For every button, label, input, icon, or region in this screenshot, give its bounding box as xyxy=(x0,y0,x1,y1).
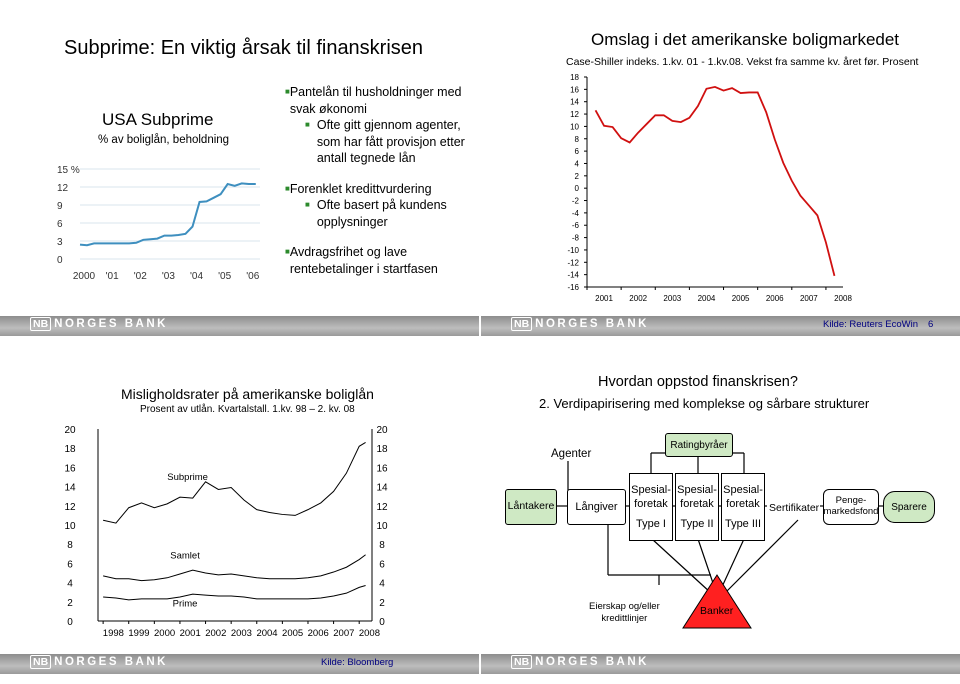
slide-delinquency-rates xyxy=(0,345,479,684)
y-tick-label-left: 12 xyxy=(64,501,76,513)
bullet-pantelan-sub xyxy=(305,117,470,167)
slide3-title: Misligholdsrater på amerikanske boliglån xyxy=(121,386,374,402)
y-tick-label: 4 xyxy=(574,159,579,169)
x-tick-label: 2006 xyxy=(765,294,784,303)
y-tick-label: 3 xyxy=(57,237,63,248)
x-tick-label: '02 xyxy=(133,271,147,282)
bullet-pantelan xyxy=(285,84,470,117)
logo-mark: NB xyxy=(30,317,51,331)
x-tick-label: 2000 xyxy=(154,628,176,639)
slide2-subtitle: Case-Shiller indeks. 1.kv. 01 - 1.kv.08. Vekst fra samme kv. året før. Prosent xyxy=(566,56,919,68)
logo-text: NORGES BANK xyxy=(54,318,168,330)
x-tick-label: 2008 xyxy=(358,628,381,639)
x-tick-label: '06 xyxy=(246,271,260,282)
footer-bar xyxy=(481,654,960,674)
y-tick-label: 0 xyxy=(574,184,579,194)
bullet-pantelan-text: Pantelån til husholdninger med svak økonomi xyxy=(289,85,462,116)
bullet-pantelan-sub-text: Ofte gitt gjennom agenter, som har fått provisjon etter antall tegnede lån xyxy=(316,118,465,165)
norges-bank-logo xyxy=(511,318,649,330)
logo-text: NORGES BANK xyxy=(54,656,168,668)
case-shiller-line xyxy=(596,87,835,276)
langiver-label: Långiver xyxy=(575,500,618,513)
x-tick-label: 2001 xyxy=(179,628,201,639)
source-label: Kilde: Reuters EcoWin xyxy=(823,319,919,330)
banker-label: Banker xyxy=(700,605,734,617)
bullet-square-icon: ■ xyxy=(305,120,310,129)
y-tick-label-left: 2 xyxy=(67,597,73,609)
x-tick-label: 2003 xyxy=(230,628,252,639)
spes2-type: Type II xyxy=(680,518,714,531)
langiver-box xyxy=(567,489,626,525)
y-tick-label-left: 18 xyxy=(64,444,76,456)
bullet-kredittvurdering-sub xyxy=(305,197,470,230)
source-label: Kilde: Bloomberg xyxy=(321,657,394,668)
spes1-line2: foretak xyxy=(634,497,668,510)
banker-triangle xyxy=(683,575,751,628)
y-tick-label-left: 6 xyxy=(67,559,73,571)
x-tick-label: 2005 xyxy=(282,628,304,639)
x-tick-label: 2005 xyxy=(731,294,750,303)
y-tick-label-right: 4 xyxy=(379,578,385,590)
y-tick-label-left: 10 xyxy=(64,521,76,532)
logo-mark: NB xyxy=(30,655,51,669)
x-tick-label: 2004 xyxy=(256,628,278,639)
spes3-line2: foretak xyxy=(726,497,760,510)
logo-mark: NB xyxy=(511,655,532,669)
spes1-type: Type I xyxy=(636,518,666,531)
slide1-chart-title: USA Subprime xyxy=(102,110,214,129)
x-tick-label: 2003 xyxy=(663,294,682,303)
y-tick-label-right: 8 xyxy=(379,540,385,552)
y-tick-label: 6 xyxy=(574,147,579,157)
slide4-subtitle: 2. Verdipapirisering med komplekse og sårbare strukturer xyxy=(539,396,870,411)
subprime-share-line xyxy=(80,183,256,245)
sparere-label: Sparere xyxy=(891,501,927,513)
y-tick-label-right: 0 xyxy=(379,617,385,628)
penge-line2: markedsfond xyxy=(823,506,879,517)
y-tick-label-right: 18 xyxy=(376,444,388,456)
y-tick-label: -2 xyxy=(571,196,579,206)
y-tick-label: 0 xyxy=(57,255,63,266)
x-tick-label: 2007 xyxy=(799,294,818,303)
y-tick-label: 10 xyxy=(570,122,579,132)
x-tick-label: 1998 xyxy=(102,628,124,639)
page-number: 6 xyxy=(928,319,934,330)
y-tick-label-right: 2 xyxy=(379,597,385,609)
norges-bank-logo xyxy=(30,656,168,668)
series-label-subprime: Subprime xyxy=(167,471,208,483)
x-tick-label: 2001 xyxy=(595,294,613,303)
y-tick-label: 9 xyxy=(57,201,63,212)
slide3-subtitle: Prosent av utlån. Kvartalstall. 1.kv. 98 – 2. kv. 08 xyxy=(140,404,355,415)
x-tick-label: '05 xyxy=(218,271,232,282)
spesialforetak-type2-box xyxy=(675,473,719,541)
y-tick-label: 6 xyxy=(57,219,63,230)
bullet-square-icon: ■ xyxy=(285,87,290,96)
spes3-type: Type III xyxy=(724,518,762,531)
y-tick-label-right: 12 xyxy=(376,501,388,513)
y-tick-label-right: 14 xyxy=(376,482,388,494)
y-tick-label: 16 xyxy=(570,85,579,95)
spesialforetak-type3-box xyxy=(721,473,765,541)
y-tick-label-left: 14 xyxy=(64,482,76,494)
y-tick-label-left: 4 xyxy=(67,578,73,590)
footer-bar xyxy=(481,316,960,336)
series-label-prime: Prime xyxy=(172,598,198,610)
case-shiller-chart xyxy=(559,70,852,310)
y-tick-label: -10 xyxy=(567,245,579,255)
sparere-box xyxy=(883,491,935,523)
ratingbyraer-label: Ratingbyråer xyxy=(670,439,728,451)
y-tick-label: 8 xyxy=(574,134,579,144)
bullet-square-icon: ■ xyxy=(305,200,310,209)
x-tick-label: '04 xyxy=(189,271,204,282)
eierskap-line2: kredittlinjer xyxy=(601,612,648,624)
slide-housing-market xyxy=(481,0,960,340)
bullet-avdragsfrihet-text: Avdragsfrihet og lave rentebetalinger i startfasen xyxy=(289,245,438,276)
y-tick-label-right: 6 xyxy=(379,559,385,571)
footer-bar xyxy=(0,316,479,336)
footer-bar xyxy=(0,654,479,674)
delinquency-chart xyxy=(64,421,396,651)
spes2-line2: foretak xyxy=(680,497,714,510)
y-tick-label-left: 8 xyxy=(67,540,73,552)
series-label-samlet: Samlet xyxy=(170,550,200,562)
bullet-square-icon: ■ xyxy=(285,183,290,193)
slide1-title: Subprime: En viktig årsak til finanskrisen xyxy=(64,37,424,59)
x-tick-label: 2002 xyxy=(205,628,227,639)
agenter-label: Agenter xyxy=(551,448,592,460)
bullet-kredittvurdering xyxy=(285,181,470,198)
sertifikater-label: Sertifikater xyxy=(769,502,820,514)
spes1-line1: Spesial- xyxy=(631,483,671,496)
spes3-line1: Spesial- xyxy=(723,483,763,496)
x-tick-label: 2002 xyxy=(629,294,648,303)
laantakere-box xyxy=(505,489,557,525)
bullet-kredittvurdering-sub-text: Ofte basert på kundens opplysninger xyxy=(316,198,447,229)
slide2-title: Omslag i det amerikanske boligmarkedet xyxy=(591,30,900,49)
y-tick-label: 15 % xyxy=(57,165,80,176)
pengemarkedsfond-box xyxy=(823,489,879,525)
x-tick-label: '03 xyxy=(161,271,175,282)
spes2-line1: Spesial- xyxy=(677,483,717,496)
x-tick-label: 2000 xyxy=(72,271,96,282)
bullet-square-icon: ■ xyxy=(285,247,290,256)
slide4-title: Hvordan oppstod finanskrisen? xyxy=(598,374,798,390)
norges-bank-logo xyxy=(511,656,649,668)
y-tick-label-right: 16 xyxy=(376,463,388,475)
laantakere-label: Låntakere xyxy=(507,500,555,513)
bullet-avdragsfrihet xyxy=(285,244,470,277)
slide-subprime-overview xyxy=(0,0,479,340)
y-tick-label: 2 xyxy=(574,171,579,181)
y-tick-label: -12 xyxy=(567,258,579,268)
logo-text: NORGES BANK xyxy=(535,318,649,330)
subprime-share-chart xyxy=(48,155,266,288)
y-tick-label: -4 xyxy=(571,208,579,218)
y-tick-label: -6 xyxy=(571,221,579,231)
series-line-prime xyxy=(103,585,365,599)
y-tick-label: 14 xyxy=(570,97,579,107)
ratingbyraer-box xyxy=(665,433,733,457)
x-tick-label: '01 xyxy=(105,271,119,282)
x-tick-label: 2008 xyxy=(834,294,852,303)
y-tick-label-left: 16 xyxy=(64,463,76,475)
slide1-chart-subtitle: % av boliglån, beholdning xyxy=(98,134,230,146)
eierskap-label xyxy=(589,601,660,625)
y-tick-label: -14 xyxy=(567,270,579,280)
y-tick-label: 12 xyxy=(570,110,579,120)
y-tick-label-left: 0 xyxy=(67,617,73,628)
series-line-samlet xyxy=(103,555,365,581)
logo-mark: NB xyxy=(511,317,532,331)
slide-securitization xyxy=(481,345,960,684)
y-tick-label: -8 xyxy=(571,233,579,243)
series-line-subprime xyxy=(103,442,365,523)
eierskap-line1: Eierskap og/eller xyxy=(589,601,660,612)
x-tick-label: 1999 xyxy=(128,628,150,639)
logo-text: NORGES BANK xyxy=(535,656,649,668)
y-tick-label-left: 20 xyxy=(64,425,76,436)
y-tick-label: 12 xyxy=(57,183,69,194)
y-tick-label: -16 xyxy=(567,283,579,292)
penge-line1: Penge- xyxy=(835,495,867,507)
x-tick-label: 2004 xyxy=(697,294,716,303)
spesialforetak-type1-box xyxy=(629,473,673,541)
bullet-kredittvurdering-text: Forenklet kredittvurdering xyxy=(289,181,432,196)
y-tick-label-right: 20 xyxy=(376,425,388,436)
x-tick-label: 2006 xyxy=(307,628,329,639)
y-tick-label: 18 xyxy=(570,73,579,82)
y-tick-label-right: 10 xyxy=(376,521,388,532)
norges-bank-logo xyxy=(30,318,168,330)
x-tick-label: 2007 xyxy=(333,628,355,639)
